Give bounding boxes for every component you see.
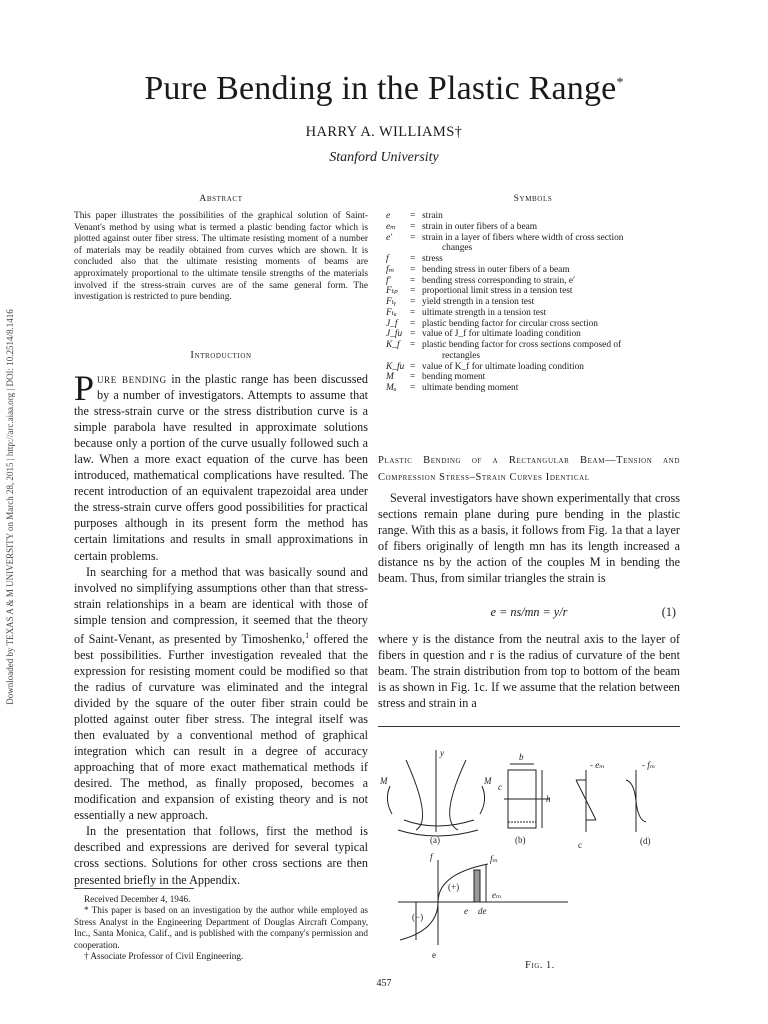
fig-label-d: (d) (640, 836, 651, 846)
symbol-description: bending stress in outer fibers of a beam (422, 264, 570, 275)
fig-label-plus: (+) (448, 882, 460, 892)
symbol-row (386, 276, 682, 287)
fig-label-e-axis: e (464, 906, 468, 916)
symbol-description: plastic bending factor for circular cross section (422, 318, 598, 329)
footnote-received: Received December 4, 1946. (84, 894, 191, 904)
symbol-equals: = (410, 264, 416, 275)
symbol-equals: = (410, 254, 416, 264)
symbol-description-continued: rectangles (442, 350, 480, 361)
fig-label-b: (b) (515, 835, 526, 845)
abstract-body: This paper illustrates the possibilities of the graphical solution of Saint-Venant's method by using what is termed a plastic bending factor which is plotted against outer fiber stress. The ultimate resisting moment of a number of materials may be readily obtained from curves which are shown. It is concluded also that the ultimate resisting moments of beams are approximately proportional to the ultimate tensile strengths of the materials involved if the stress-strain curves are of the same general form. The investigation is restricted to pure bending. (74, 211, 368, 303)
symbol-spacer (410, 243, 422, 254)
symbol: Fₜₚ (386, 286, 398, 297)
symbol-row (386, 254, 682, 265)
section-paragraph-2: where y is the distance from the neutral axis to the layer of fibers in question and r is the radius of curvature of the bent beam. The strain distribution from top to bottom of the beam is as shown in Fig. 1c. If we assume that the relation between stress and strain in a (378, 632, 680, 711)
fig-label-y: y (440, 748, 444, 758)
symbol-description: ultimate strength in a tension test (422, 307, 547, 318)
symbol: K_f (386, 340, 400, 350)
footnote-asterisk: * This paper is based on an investigation by the author while employed as Stress Analyst in the Engineering Department of Douglas Aircraft Company, Inc., Santa Monica, Calif., and is published with the company's permission and cooperation. (74, 905, 368, 950)
symbol-equals: = (410, 286, 416, 297)
symbol-description: bending stress corresponding to strain, e′ (422, 275, 576, 286)
lead-in: ure bending (97, 372, 167, 386)
symbol-equals: = (410, 275, 416, 286)
symbol-row (386, 340, 682, 351)
section-paragraph-1-text: Several investigators have shown experimentally that cross sections remain plane during pure bending in the plastic range. With this as a basis, it follows from Fig. 1a that a layer of fibers originally of length mn has its length increased a distance ns by the action of the couples M in bending the beam. Thus, from similar triangles the strain is (378, 491, 680, 586)
symbol-description: ultimate bending moment (422, 383, 519, 393)
abstract-heading: Abstract (199, 194, 243, 204)
introduction-heading: Introduction (190, 350, 252, 361)
symbol-description: strain (422, 211, 443, 221)
symbol: Mᵤ (386, 383, 397, 393)
intro-paragraph-1-text: in the plastic range has been discussed by a number of investigators. Attempts to assume that the stress-strain curve or the stress distribution curve is a simple parabola have resulted in approximate solutions because only a portion of the curve usually followed such a law. When a more exact equation of the curve has been introduced, mathematical complications have resulted. The recent introduction of an equivalent trapezoidal area under the stress-strain curve offers good possibilities for practical purposes although in its present form the method has certain limitations and results in small approximations in certain problems. (74, 372, 368, 563)
symbol-description: plastic bending factor for cross sections composed of (422, 340, 622, 350)
intro-paragraph-2-text-a: In searching for a method that was basically sound and involved no simplifying assumptions other than that stress-strain relationships in a beam are identical with those of simple tension and compression, it seemed that the theory of Saint-Venant, as presented by Timoshenko, (74, 564, 368, 646)
symbol: e (386, 211, 391, 221)
symbol-row-continued (386, 243, 682, 254)
symbol: fₘ (386, 264, 395, 275)
symbol-equals: = (410, 307, 416, 318)
fig-label-b-dim: b (519, 752, 524, 762)
symbol-description: proportional limit stress in a tension test (422, 286, 573, 297)
symbol-spacer (386, 351, 410, 362)
symbol-equals: = (410, 221, 416, 232)
figure-1 (378, 740, 680, 960)
intro-paragraph-2-text-b: offered the best possibilities. Further investigation revealed that the expression for resisting moment could be modified so that the radius of curvature was eliminated and the integral divided by the square of the outer fiber strain could be plotted against outer fiber stress. The integral itself was then evaluated by a conventional method of graphical integration which can result in a degree of accuracy approaching that of more exact mathematical methods if desired. The method, as finally proposed, becomes a modification and expansion of existing theory and is not essentially a new approach. (74, 631, 368, 823)
footnotes (74, 894, 368, 962)
symbol-row (386, 233, 682, 244)
fig-label-fm: - fₘ (642, 760, 656, 770)
symbol-description-continued: changes (442, 243, 473, 254)
symbol: Fₜᵤ (386, 307, 397, 318)
page-title (0, 70, 768, 108)
fig-label-c: c (578, 840, 582, 850)
intro-paragraph-2 (74, 564, 368, 824)
symbol-spacer (386, 243, 410, 254)
fig-label-minus: (−) (412, 912, 424, 922)
symbol-row (386, 265, 682, 276)
fig-label-de: de (478, 906, 487, 916)
author: HARRY A. WILLIAMS† (305, 124, 463, 140)
intro-paragraph-3: In the presentation that follows, first the method is described and expressions are derived for several typical cross sections. Solutions for other cross sections are then presented briefly in the Appendix. (74, 824, 368, 887)
fig-label-h: h (546, 794, 551, 804)
symbol: f′ (386, 275, 391, 286)
reference-mark: 1 (305, 630, 310, 640)
footnote-divider (74, 888, 194, 889)
symbol-description: bending moment (422, 372, 486, 383)
symbol-row (386, 362, 682, 373)
symbol: e′ (386, 232, 393, 243)
symbol-row (386, 372, 682, 383)
symbol-row (386, 222, 682, 233)
symbol-equals: = (410, 340, 416, 350)
equation-text: e = ns/mn = y/r (490, 605, 568, 619)
download-sidebar: Downloaded by TEXAS A & M UNIVERSITY on March 28, 2015 | http://arc.aiaa.org | DOI: 10.2514/8.1416 (5, 309, 15, 705)
symbol-row (386, 308, 682, 319)
affiliation: Stanford University (329, 150, 439, 165)
symbol-description: value of J_f for ultimate loading condition (422, 329, 581, 340)
symbol: f (386, 254, 389, 264)
symbol-equals: = (410, 372, 416, 383)
symbol-equals: = (410, 383, 416, 393)
section-heading: Plastic Bending of a Rectangular Beam—Tension and Compression Stress–Strain Curves Identical (378, 455, 680, 483)
intro-paragraph-1 (74, 368, 368, 564)
symbol-row (386, 211, 682, 222)
moment-arrow-left (387, 786, 392, 814)
drop-cap: P (74, 368, 95, 408)
symbol-equals: = (410, 329, 416, 340)
symbol-spacer (410, 351, 422, 362)
title-text: Pure Bending in the Plastic Range (144, 70, 617, 107)
fig-label-em: - eₘ (590, 760, 605, 770)
symbol-description: strain in a layer of fibers where width of cross section (422, 232, 624, 243)
equation-number: (1) (661, 605, 676, 619)
symbol-row-continued (386, 351, 682, 362)
symbol-description: value of K_f for ultimate loading condition (422, 361, 584, 372)
introduction-body (74, 368, 368, 888)
symbol: J_fu (386, 329, 403, 340)
moment-arrow-right (480, 786, 485, 814)
symbol-row (386, 329, 682, 340)
beam-left-edge (406, 760, 423, 830)
title-footnote-mark: * (616, 75, 624, 91)
symbols-heading: Symbols (513, 194, 553, 204)
symbol-row (386, 319, 682, 330)
figure-divider (378, 726, 680, 727)
fig-label-c-dim: c (498, 782, 502, 792)
symbol-equals: = (410, 297, 416, 307)
figure-caption: Fig. 1. (525, 960, 555, 971)
symbol: M (386, 372, 394, 383)
symbol-row (386, 383, 682, 394)
symbol-description: yield strength in a tension test (422, 297, 535, 307)
symbol-row (386, 286, 682, 297)
symbol: K_fu (386, 361, 405, 372)
symbol-description: stress (422, 254, 443, 264)
fig-label-a: (a) (430, 835, 440, 845)
symbol-equals: = (410, 361, 416, 372)
symbol: Fₜᵧ (386, 297, 397, 307)
symbol-equals: = (410, 211, 416, 221)
section-paragraph-1 (378, 490, 680, 587)
symbol-equals: = (410, 232, 416, 243)
fig-label-f: f (430, 852, 433, 862)
fig-label-m-right: M (484, 776, 492, 786)
symbol-description: strain in outer fibers of a beam (422, 221, 538, 232)
fig-label-m-left: M (380, 776, 388, 786)
fig-label-e: e (432, 950, 436, 960)
footnote-dagger: † Associate Professor of Civil Engineering. (84, 951, 244, 962)
page-number: 457 (376, 978, 392, 989)
beam-fiber-arc (404, 820, 474, 826)
fig-label-fm2: fₘ (490, 854, 499, 864)
symbol: J_f (386, 318, 398, 329)
symbols-list (386, 211, 682, 394)
symbol-row (386, 297, 682, 308)
strip-de (474, 870, 480, 902)
fig-label-em2: eₘ (492, 890, 502, 900)
symbol: eₘ (386, 221, 396, 232)
beam-right-edge (450, 760, 466, 830)
symbol-equals: = (410, 318, 416, 329)
